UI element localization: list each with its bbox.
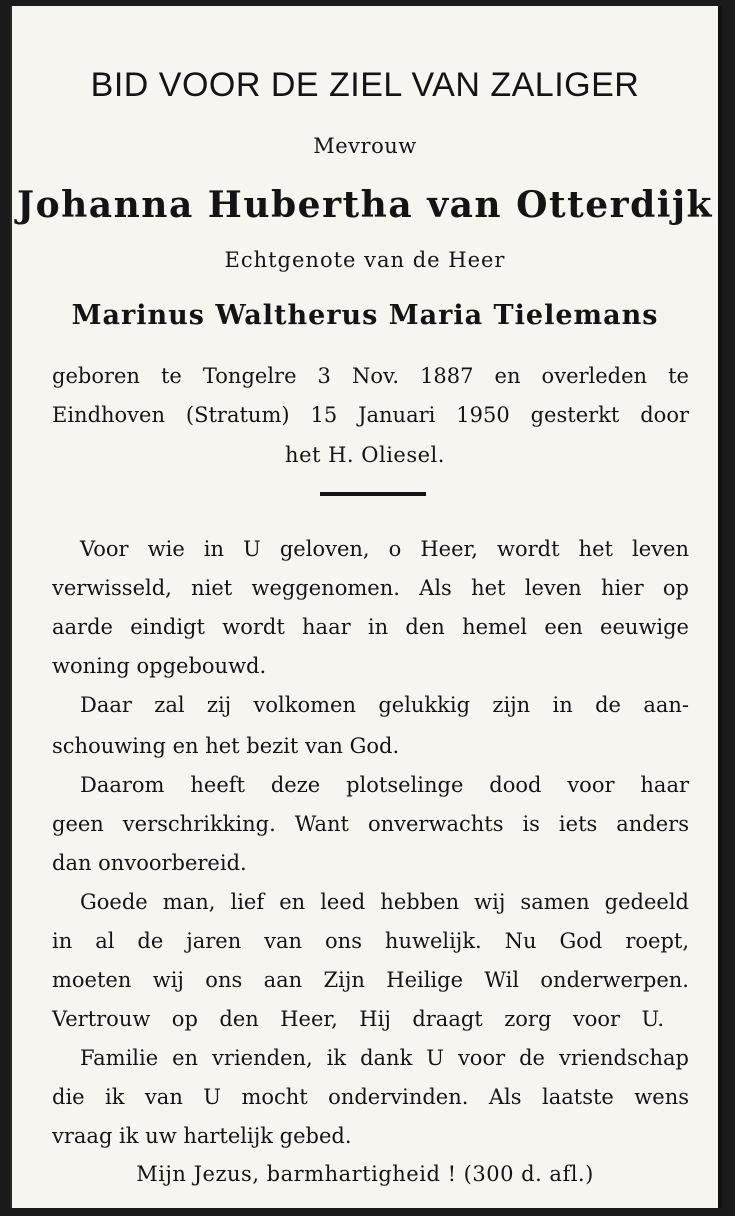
closing-prayer: Mijn Jezus, barmhartigheid ! (300 d. afl.) xyxy=(136,1162,594,1186)
birth-death-line: Eindhoven (Stratum) 15 Januari 1950 gesterkt door xyxy=(52,403,689,427)
body-line: Vertrouw op den Heer, Hij draagt zorg voor U. xyxy=(52,1007,664,1031)
body-line: Daarom heeft deze plotselinge dood voor haar xyxy=(80,773,689,797)
body-line: woning opgebouwd. xyxy=(52,654,267,678)
body-line: Voor wie in U geloven, o Heer, wordt het leven xyxy=(80,537,689,561)
birth-death-line: het H. Oliesel. xyxy=(285,443,445,467)
card-heading: BID VOOR DE ZIEL VAN ZALIGER xyxy=(90,66,640,104)
body-line: moeten wij ons aan Zijn Heilige Wil onderwerpen. xyxy=(52,968,689,992)
divider-rule xyxy=(320,492,426,496)
body-line: aarde eindigt wordt haar in den hemel een eeuwige xyxy=(52,615,689,639)
title-mevrouw: Mevrouw xyxy=(313,134,417,158)
deceased-name: Johanna Hubertha van Otterdijk xyxy=(17,184,713,226)
body-line: Familie en vrienden, ik dank U voor de vriendschap xyxy=(80,1046,689,1070)
birth-death-line: geboren te Tongelre 3 Nov. 1887 en overleden te xyxy=(52,364,689,388)
body-line: in al de jaren van ons huwelijk. Nu God roept, xyxy=(52,929,689,953)
body-line: vraag ik uw hartelijk gebed. xyxy=(52,1124,352,1148)
body-line: verwisseld, niet weggenomen. Als het leven hier op xyxy=(52,576,689,600)
body-line: dan onvoorbereid. xyxy=(52,851,247,875)
body-line: die ik van U mocht ondervinden. Als laatste wens xyxy=(52,1085,689,1109)
body-line: Daar zal zij volkomen gelukkig zijn in de aan- xyxy=(80,693,689,717)
body-line: schouwing en het bezit van God. xyxy=(52,734,400,758)
memorial-card xyxy=(10,6,722,1208)
spouse-name: Marinus Waltherus Maria Tielemans xyxy=(71,300,659,331)
body-line: Goede man, lief en leed hebben wij samen gedeeld xyxy=(80,890,689,914)
body-line: geen verschrikking. Want onverwachts is iets anders xyxy=(52,812,689,836)
relation-text: Echtgenote van de Heer xyxy=(224,248,506,272)
